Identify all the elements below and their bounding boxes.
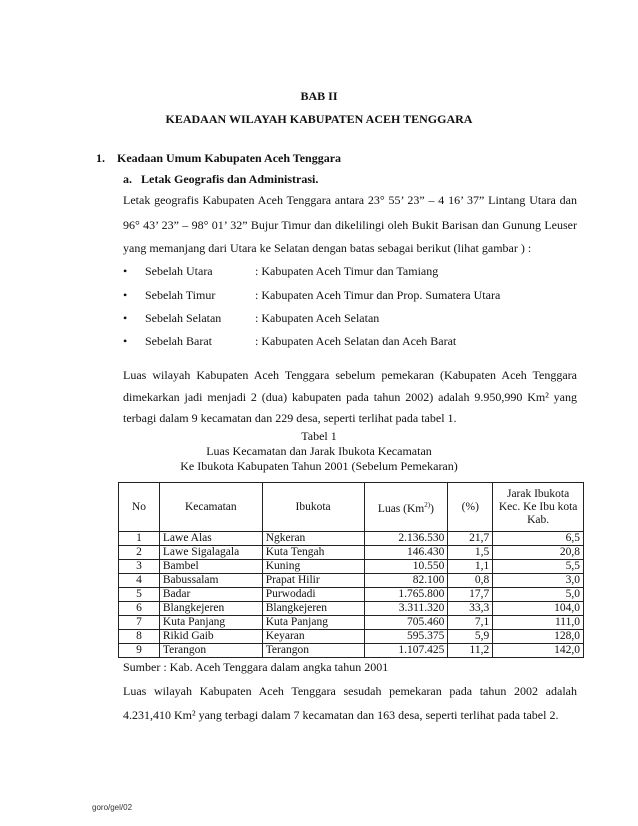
cell-ibukota: Kuta Tengah — [262, 546, 364, 560]
col-header-jarak: Jarak Ibukota Kec. Ke Ibu kota Kab. — [493, 483, 584, 532]
cell-jarak: 104,0 — [493, 602, 584, 616]
table-row — [119, 574, 584, 588]
bullet-icon: • — [123, 311, 128, 325]
col-header-kecamatan: Kecamatan — [159, 483, 262, 532]
table-source: Sumber : Kab. Aceh Tenggara dalam angka tahun 2001 — [123, 660, 389, 674]
border-direction: Sebelah Timur — [145, 288, 216, 302]
table-row — [119, 616, 584, 630]
cell-no: 2 — [119, 546, 160, 560]
table-row — [119, 644, 584, 658]
bullet-icon: • — [123, 288, 128, 302]
chapter-heading: BAB II — [300, 89, 338, 103]
cell-luas: 82.100 — [364, 574, 448, 588]
col-header-luas: Luas (Km$^{2)}$) — [364, 483, 448, 532]
cell-ibukota: Kuning — [262, 560, 364, 574]
paragraph-line: Letak geografis Kabupaten Aceh Tenggara antara 23° 55’ 23” – 4 16’ 37” Lintang Utara dan — [123, 193, 577, 207]
cell-luas: 10.550 — [364, 560, 448, 574]
cell-no: 6 — [119, 602, 160, 616]
border-direction: Sebelah Selatan — [145, 311, 222, 325]
table-row — [119, 630, 584, 644]
table-row — [119, 560, 584, 574]
cell-percent: 11,2 — [448, 644, 493, 658]
table-caption — [0, 429, 638, 474]
cell-kecamatan: Lawe Alas — [159, 532, 262, 546]
district-table — [118, 482, 584, 658]
table-row — [119, 532, 584, 546]
paragraph-line: Luas wilayah Kabupaten Aceh Tenggara sesudah pemekaran pada tahun 2002 adalah — [123, 684, 577, 698]
subsection-heading: a. Letak Geografis dan Administrasi. — [123, 172, 319, 186]
border-value: : Kabupaten Aceh Selatan dan Aceh Barat — [255, 334, 457, 348]
cell-luas: 595.375 — [364, 630, 448, 644]
paragraph-line: 96° 43’ 23” – 98° 01’ 32” Bujur Timur dan dikelilingi oleh Bukit Barisan dan Gunung Leuser — [123, 218, 577, 232]
border-value: : Kabupaten Aceh Timur dan Tamiang — [255, 264, 439, 278]
paragraph-line: 4.231,410 Km² yang terbagi dalam 7 kecamatan dan 163 desa, seperti terlihat pada tabel 2. — [123, 708, 559, 722]
cell-jarak: 5,0 — [493, 588, 584, 602]
cell-kecamatan: Bambel — [159, 560, 262, 574]
cell-jarak: 20,8 — [493, 546, 584, 560]
border-direction: Sebelah Utara — [145, 264, 213, 278]
bullet-icon: • — [123, 264, 128, 278]
cell-ibukota: Blangkejeren — [262, 602, 364, 616]
cell-jarak: 128,0 — [493, 630, 584, 644]
cell-no: 8 — [119, 630, 160, 644]
border-value: : Kabupaten Aceh Selatan — [255, 311, 380, 325]
paragraph-line: dimekarkan jadi menjadi 2 (dua) kabupaten pada tahun 2002) adalah 9.950,990 Km² yang — [123, 390, 577, 404]
table-row — [119, 602, 584, 616]
cell-kecamatan: Lawe Sigalagala — [159, 546, 262, 560]
cell-no: 9 — [119, 644, 160, 658]
cell-luas: 1.765.800 — [364, 588, 448, 602]
cell-no: 3 — [119, 560, 160, 574]
table-number: Tabel 1 — [301, 429, 337, 443]
cell-percent: 0,8 — [448, 574, 493, 588]
paragraph-line: yang memanjang dari Utara ke Selatan dengan batas sebagai berikut (lihat gambar ) : — [123, 241, 532, 255]
col-header-ibukota: Ibukota — [262, 483, 364, 532]
cell-luas: 1.107.425 — [364, 644, 448, 658]
cell-jarak: 5,5 — [493, 560, 584, 574]
cell-kecamatan: Badar — [159, 588, 262, 602]
cell-percent: 33,3 — [448, 602, 493, 616]
border-direction: Sebelah Barat — [145, 334, 212, 348]
table-row — [119, 546, 584, 560]
col-header-percent: (%) — [448, 483, 493, 532]
cell-ibukota: Ngkeran — [262, 532, 364, 546]
cell-percent: 1,5 — [448, 546, 493, 560]
cell-kecamatan: Terangon — [159, 644, 262, 658]
cell-ibukota: Purwodadi — [262, 588, 364, 602]
paragraph-line: terbagi dalam 9 kecamatan dan 229 desa, seperti terlihat pada tabel 1. — [123, 411, 457, 425]
table-header-row — [119, 483, 584, 532]
cell-jarak: 6,5 — [493, 532, 584, 546]
cell-luas: 3.311.320 — [364, 602, 448, 616]
cell-kecamatan: Kuta Panjang — [159, 616, 262, 630]
cell-kecamatan: Babussalam — [159, 574, 262, 588]
cell-percent: 7,1 — [448, 616, 493, 630]
paragraph-line: Luas wilayah Kabupaten Aceh Tenggara sebelum pemekaran (Kabupaten Aceh Tenggara — [123, 368, 577, 382]
cell-luas: 146.430 — [364, 546, 448, 560]
cell-luas: 705.460 — [364, 616, 448, 630]
cell-jarak: 142,0 — [493, 644, 584, 658]
cell-ibukota: Terangon — [262, 644, 364, 658]
col-header-no: No — [119, 483, 160, 532]
cell-percent: 1,1 — [448, 560, 493, 574]
cell-ibukota: Kuta Panjang — [262, 616, 364, 630]
bullet-icon: • — [123, 334, 128, 348]
page-footer: goro/gel/02 — [92, 803, 133, 812]
cell-kecamatan: Blangkejeren — [159, 602, 262, 616]
table-title: Luas Kecamatan dan Jarak Ibukota Kecamatan — [206, 444, 432, 458]
cell-percent: 5,9 — [448, 630, 493, 644]
cell-percent: 17,7 — [448, 588, 493, 602]
cell-ibukota: Keyaran — [262, 630, 364, 644]
cell-no: 4 — [119, 574, 160, 588]
cell-jarak: 3,0 — [493, 574, 584, 588]
cell-no: 7 — [119, 616, 160, 630]
cell-ibukota: Prapat Hilir — [262, 574, 364, 588]
chapter-title: KEADAAN WILAYAH KABUPATEN ACEH TENGGARA — [165, 112, 473, 126]
cell-no: 5 — [119, 588, 160, 602]
cell-no: 1 — [119, 532, 160, 546]
table-subtitle: Ke Ibukota Kabupaten Tahun 2001 (Sebelum Pemekaran) — [180, 459, 458, 473]
table-row — [119, 588, 584, 602]
border-value: : Kabupaten Aceh Timur dan Prop. Sumatera Utara — [255, 288, 501, 302]
cell-percent: 21,7 — [448, 532, 493, 546]
cell-luas: 2.136.530 — [364, 532, 448, 546]
cell-kecamatan: Rikid Gaib — [159, 630, 262, 644]
section-heading: 1. Keadaan Umum Kabupaten Aceh Tenggara — [96, 151, 342, 165]
cell-jarak: 111,0 — [493, 616, 584, 630]
